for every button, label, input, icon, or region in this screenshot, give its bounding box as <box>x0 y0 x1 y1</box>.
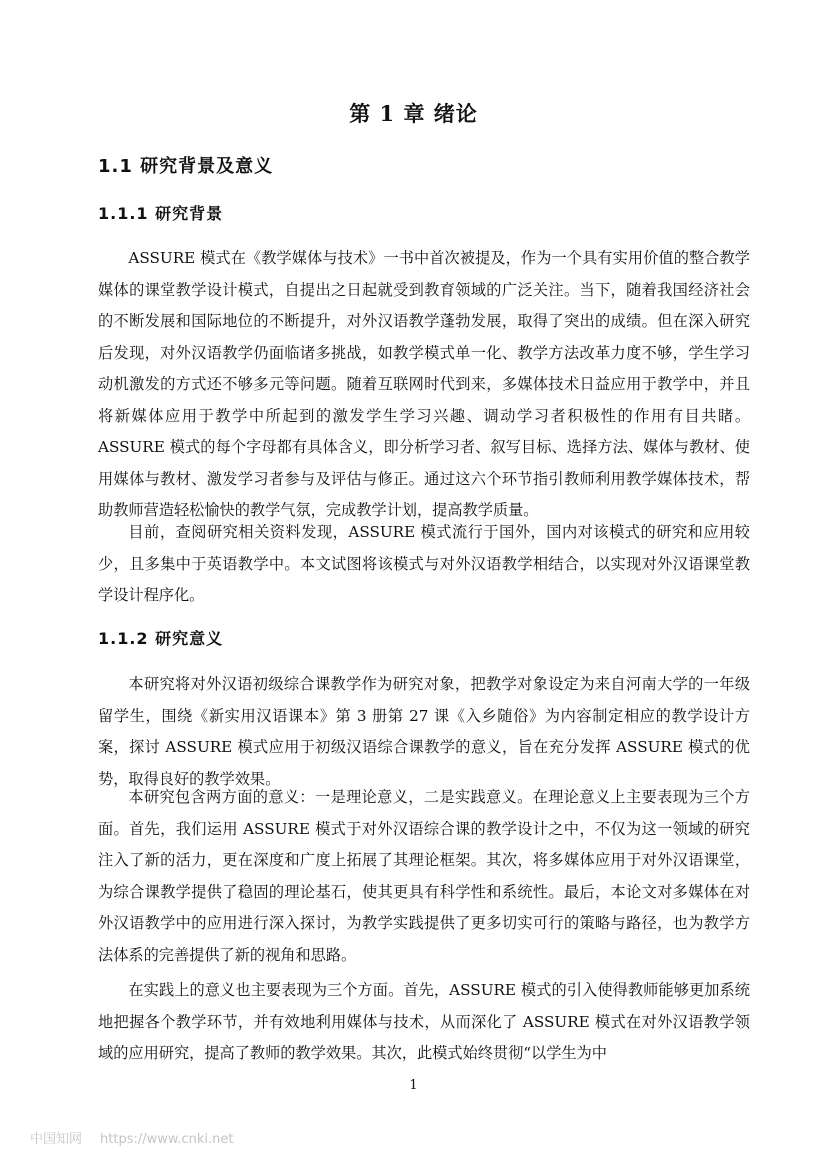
subsection-heading-1-1-2: 1.1.2 研究意义 <box>98 629 224 648</box>
subsection-heading-1-1-1: 1.1.1 研究背景 <box>98 204 224 223</box>
chapter-title: 第 1 章 绪论 <box>349 101 478 126</box>
paragraph-research-background-2: 目前，查阅研究相关资料发现，ASSURE 模式流行于国外，国内对该模式的研究和应用较少，且多集中于英语教学中。本文试图将该模式与对外汉语教学相结合，以实现对外汉语课堂教学设计程序化。 <box>98 523 750 604</box>
paragraph-research-significance-1: 本研究将对外汉语初级综合课教学作为研究对象，把教学对象设定为来自河南大学的一年级留学生，围绕《新实用汉语课本》第 3 册第 27 课《入乡随俗》为内容制定相应的教学设计方案，探讨 ASSURE 模式应用于初级汉语综合课教学的意义，旨在充分发挥 ASSURE 模式的优势，取得良好的教学效果。 <box>98 675 750 788</box>
paragraph-research-significance-3: 在实践上的意义也主要表现为三个方面。首先，ASSURE 模式的引入使得教师能够更加系统地把握各个教学环节，并有效地利用媒体与技术，从而深化了 ASSURE 模式在对外汉语教学领域的应用研究，提高了教师的教学效果。其次，此模式始终贯彻“以学生为中 <box>98 981 750 1062</box>
paragraph-research-background-1: ASSURE 模式在《教学媒体与技术》一书中首次被提及，作为一个具有实用价值的整合教学媒体的课堂教学设计模式，自提出之日起就受到教育领域的广泛关注。当下，随着我国经济社会的不断发展和国际地位的不断提升，对外汉语教学蓬勃发展，取得了突出的成绩。但在深入研究后发现，对外汉语教学仍面临诸多挑战，如教学模式单一化、教学方法改革力度不够，学生学习动机激发的方式还不够多元等问题。随着互联网时代到来，多媒体技术日益应用于教学中，并且将新媒体应用于教学中所起到的激发学生学习兴趣、调动学习者积极性的作用有目共睹。ASSURE 模式的每个字母都有具体含义，即分析学习者、叙写目标、选择方法、媒体与教材、使用媒体与教材、激发学习者参与及评估与修正。通过这六个环节指引教师利用教学媒体技术，帮助教师营造轻松愉快的教学气氛，完成教学计划，提高教学质量。 <box>98 249 750 519</box>
page-number: 1 <box>409 1078 418 1093</box>
cnki-watermark <box>30 1128 233 1147</box>
paragraph-research-significance-2: 本研究包含两方面的意义：一是理论意义，二是实践意义。在理论意义上主要表现为三个方面。首先，我们运用 ASSURE 模式于对外汉语综合课的教学设计之中，不仅为这一领域的研究注入了新的活力，更在深度和广度上拓展了其理论框架。其次，将多媒体应用于对外汉语课堂，为综合课教学提供了稳固的理论基石，使其更具有科学性和系统性。最后，本论文对多媒体在对外汉语教学中的应用进行深入探讨，为教学实践提供了更多切实可行的策略与路径，也为教学方法体系的完善提供了新的视角和思路。 <box>98 788 750 964</box>
watermark-brand: 中国知网 <box>30 1132 83 1147</box>
section-heading-1-1: 1.1 研究背景及意义 <box>98 156 274 177</box>
watermark-url: https://www.cnki.net <box>100 1132 234 1147</box>
